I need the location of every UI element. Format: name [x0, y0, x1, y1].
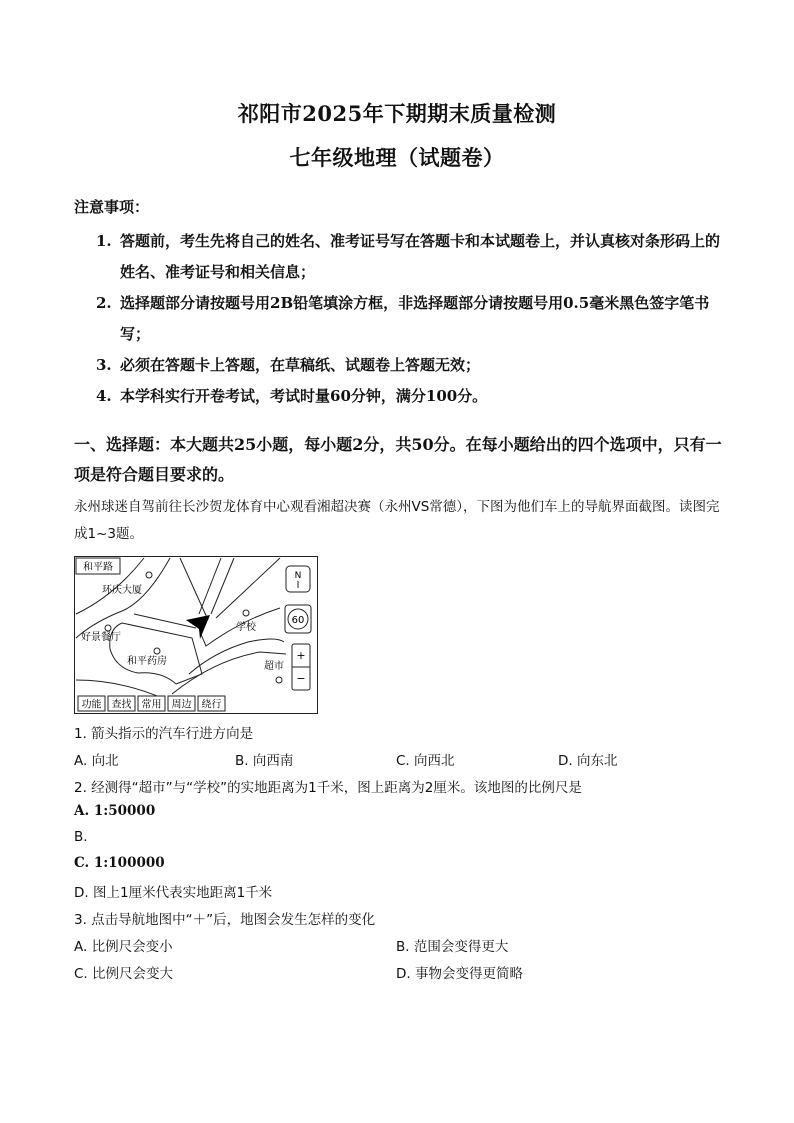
notice-item [96, 350, 726, 381]
place-marker [276, 677, 282, 683]
answer-option: D. 向东北 [558, 753, 618, 769]
navigation-map [74, 556, 318, 714]
answer-option: B. 范围会变得更大 [396, 939, 509, 955]
answer-option: C. 1:100000 [74, 855, 165, 871]
answer-option: C. 比例尺会变大 [74, 966, 174, 982]
notice-number: 3. [96, 356, 112, 374]
answer-option: A. 比例尺会变小 [74, 939, 173, 955]
speed-limit-value: 60 [291, 615, 305, 626]
answer-option: D. 图上1厘米代表实地距离1千米 [74, 885, 273, 901]
toolbar-button-label: 查找 [111, 699, 132, 711]
zoom-out-button[interactable]: − [296, 672, 306, 685]
question-intro: 永州球迷自驾前往长沙贺龙体育中心观看湘超决赛（永州VS常德），下图为他们车上的导航界面截图。读图完成1~3题。 [74, 499, 720, 542]
place-marker [154, 648, 160, 654]
page-title: 祁阳市2025年下期期末质量检测 [237, 101, 557, 126]
answer-option: B. [74, 829, 88, 845]
question-stem: 1. 箭头指示的汽车行进方向是 [74, 726, 254, 742]
answer-option: A. 1:50000 [74, 803, 156, 819]
answer-option: C. 向西北 [396, 753, 455, 769]
notice-text: 本学科实行开卷考试，考试时量60分钟，满分100分。 [120, 387, 488, 405]
answer-option: B. 向西南 [235, 753, 294, 769]
answer-option: A. 向北 [74, 753, 119, 769]
question-stem: 2. 经测得“超市”与“学校”的实地距离为1千米，图上距离为2厘米。该地图的比例尺是 [74, 780, 582, 796]
place-label: 好景餐厅 [81, 632, 121, 643]
toolbar-button-label: 功能 [81, 699, 102, 711]
notice-number: 2. [96, 294, 112, 312]
notice-text: 必须在答题卡上答题，在草稿纸、试题卷上答题无效； [120, 356, 481, 374]
map-toolbar [78, 696, 225, 711]
notice-item [96, 226, 726, 288]
toolbar-button-label: 绕行 [201, 699, 222, 711]
question-stem: 3. 点击导航地图中“＋”后，地图会发生怎样的变化 [74, 912, 376, 928]
notice-number: 1. [96, 232, 112, 250]
place-label: 和平药房 [127, 656, 167, 667]
zoom-in-button[interactable]: + [296, 649, 306, 662]
toolbar-button-label: 周边 [171, 699, 192, 711]
notice-number: 4. [96, 387, 112, 405]
place-marker [243, 610, 249, 616]
page-subtitle: 七年级地理（试题卷） [289, 145, 505, 170]
road-label: 和平路 [83, 562, 113, 573]
notice-text: 答题前，考生先将自己的姓名、准考证号写在答题卡和本试题卷上，并认真核对条形码上的姓名、准考证号和相关信息； [120, 232, 721, 281]
place-marker [105, 625, 111, 631]
answer-option: D. 事物会变得更简略 [396, 966, 523, 982]
section-heading: 一、选择题：本大题共25小题，每小题2分，共50分。在每小题给出的四个选项中，只有一项是符合题目要求的。 [74, 435, 722, 484]
place-label: 超市 [264, 661, 284, 672]
place-label: 环庆大厦 [102, 585, 142, 596]
place-marker [146, 572, 152, 578]
place-label: 学校 [236, 622, 256, 633]
notice-text: 选择题部分请按题号用2B铅笔填涂方框，非选择题部分请按题号用0.5毫米黑色签字笔书写； [120, 294, 710, 343]
notice-item [96, 381, 726, 412]
toolbar-button-label: 常用 [141, 699, 162, 711]
notice-item [96, 288, 726, 350]
notice-heading: 注意事项： [74, 198, 150, 216]
north-label: N [294, 571, 302, 581]
